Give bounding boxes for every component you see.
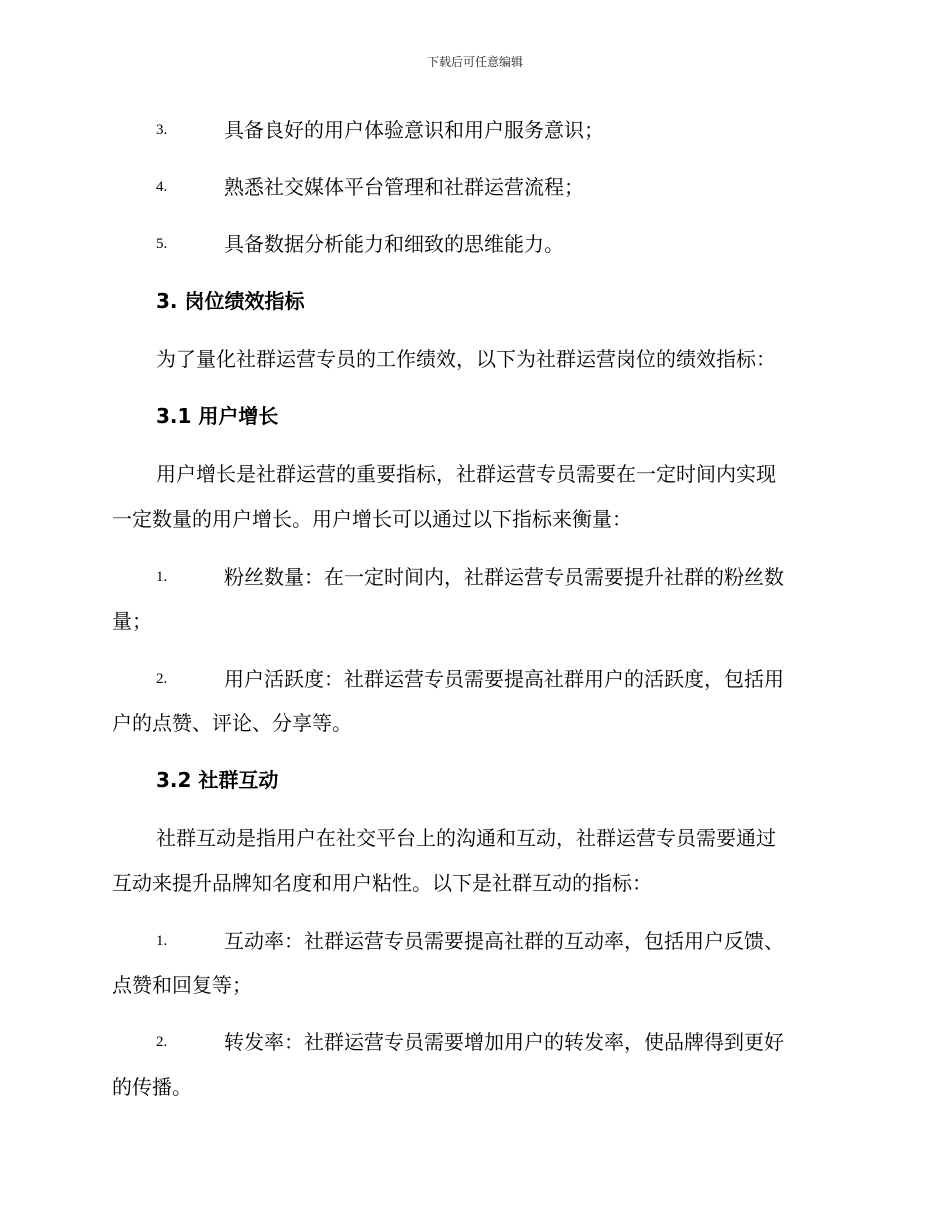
list-item-text: 粉丝数量：在一定时间内，社群运营专员需要提升社群的粉丝数 (224, 565, 784, 589)
page-header: 下载后可任意编辑 (426, 55, 523, 69)
list-item-text: 具备数据分析能力和细致的思维能力。 (224, 232, 564, 256)
paragraph-line: 一定数量的用户增长。用户增长可以通过以下指标来衡量： (112, 507, 632, 531)
paragraph-line: 互动来提升品牌知名度和用户粘性。以下是社群互动的指标： (112, 871, 652, 895)
section-intro: 为了量化社群运营专员的工作绩效，以下为社群运营岗位的绩效指标： (156, 347, 776, 371)
list-item-text: 用户活跃度：社群运营专员需要提高社群用户的活跃度，包括用 (224, 667, 784, 691)
paragraph-line: 用户增长是社群运营的重要指标，社群运营专员需要在一定时间内实现 (156, 462, 776, 486)
list-number: 4. (156, 179, 168, 195)
list-item-text: 转发率：社群运营专员需要增加用户的转发率，使品牌得到更好 (224, 1030, 784, 1054)
paragraph-line: 社群互动是指用户在社交平台上的沟通和互动，社群运营专员需要通过 (156, 826, 776, 850)
list-number: 1. (156, 569, 168, 585)
list-number: 5. (156, 236, 168, 252)
subsection-heading: 3.2 社群互动 (156, 768, 279, 792)
list-item-text: 熟悉社交媒体平台管理和社群运营流程； (224, 175, 584, 199)
list-number: 2. (156, 1034, 168, 1050)
list-item-continuation: 点赞和回复等； (112, 973, 252, 997)
list-item-continuation: 的传播。 (112, 1075, 192, 1099)
list-item-continuation: 量； (112, 609, 152, 633)
list-item-text: 具备良好的用户体验意识和用户服务意识； (224, 118, 604, 142)
list-item-continuation: 户的点赞、评论、分享等。 (112, 711, 352, 735)
subsection-heading: 3.1 用户增长 (156, 404, 279, 428)
list-number: 2. (156, 671, 168, 687)
list-number: 3. (156, 122, 168, 138)
section-heading: 3. 岗位绩效指标 (156, 289, 305, 313)
list-item-text: 互动率：社群运营专员需要提高社群的互动率，包括用户反馈、 (224, 929, 784, 953)
list-number: 1. (156, 933, 168, 949)
